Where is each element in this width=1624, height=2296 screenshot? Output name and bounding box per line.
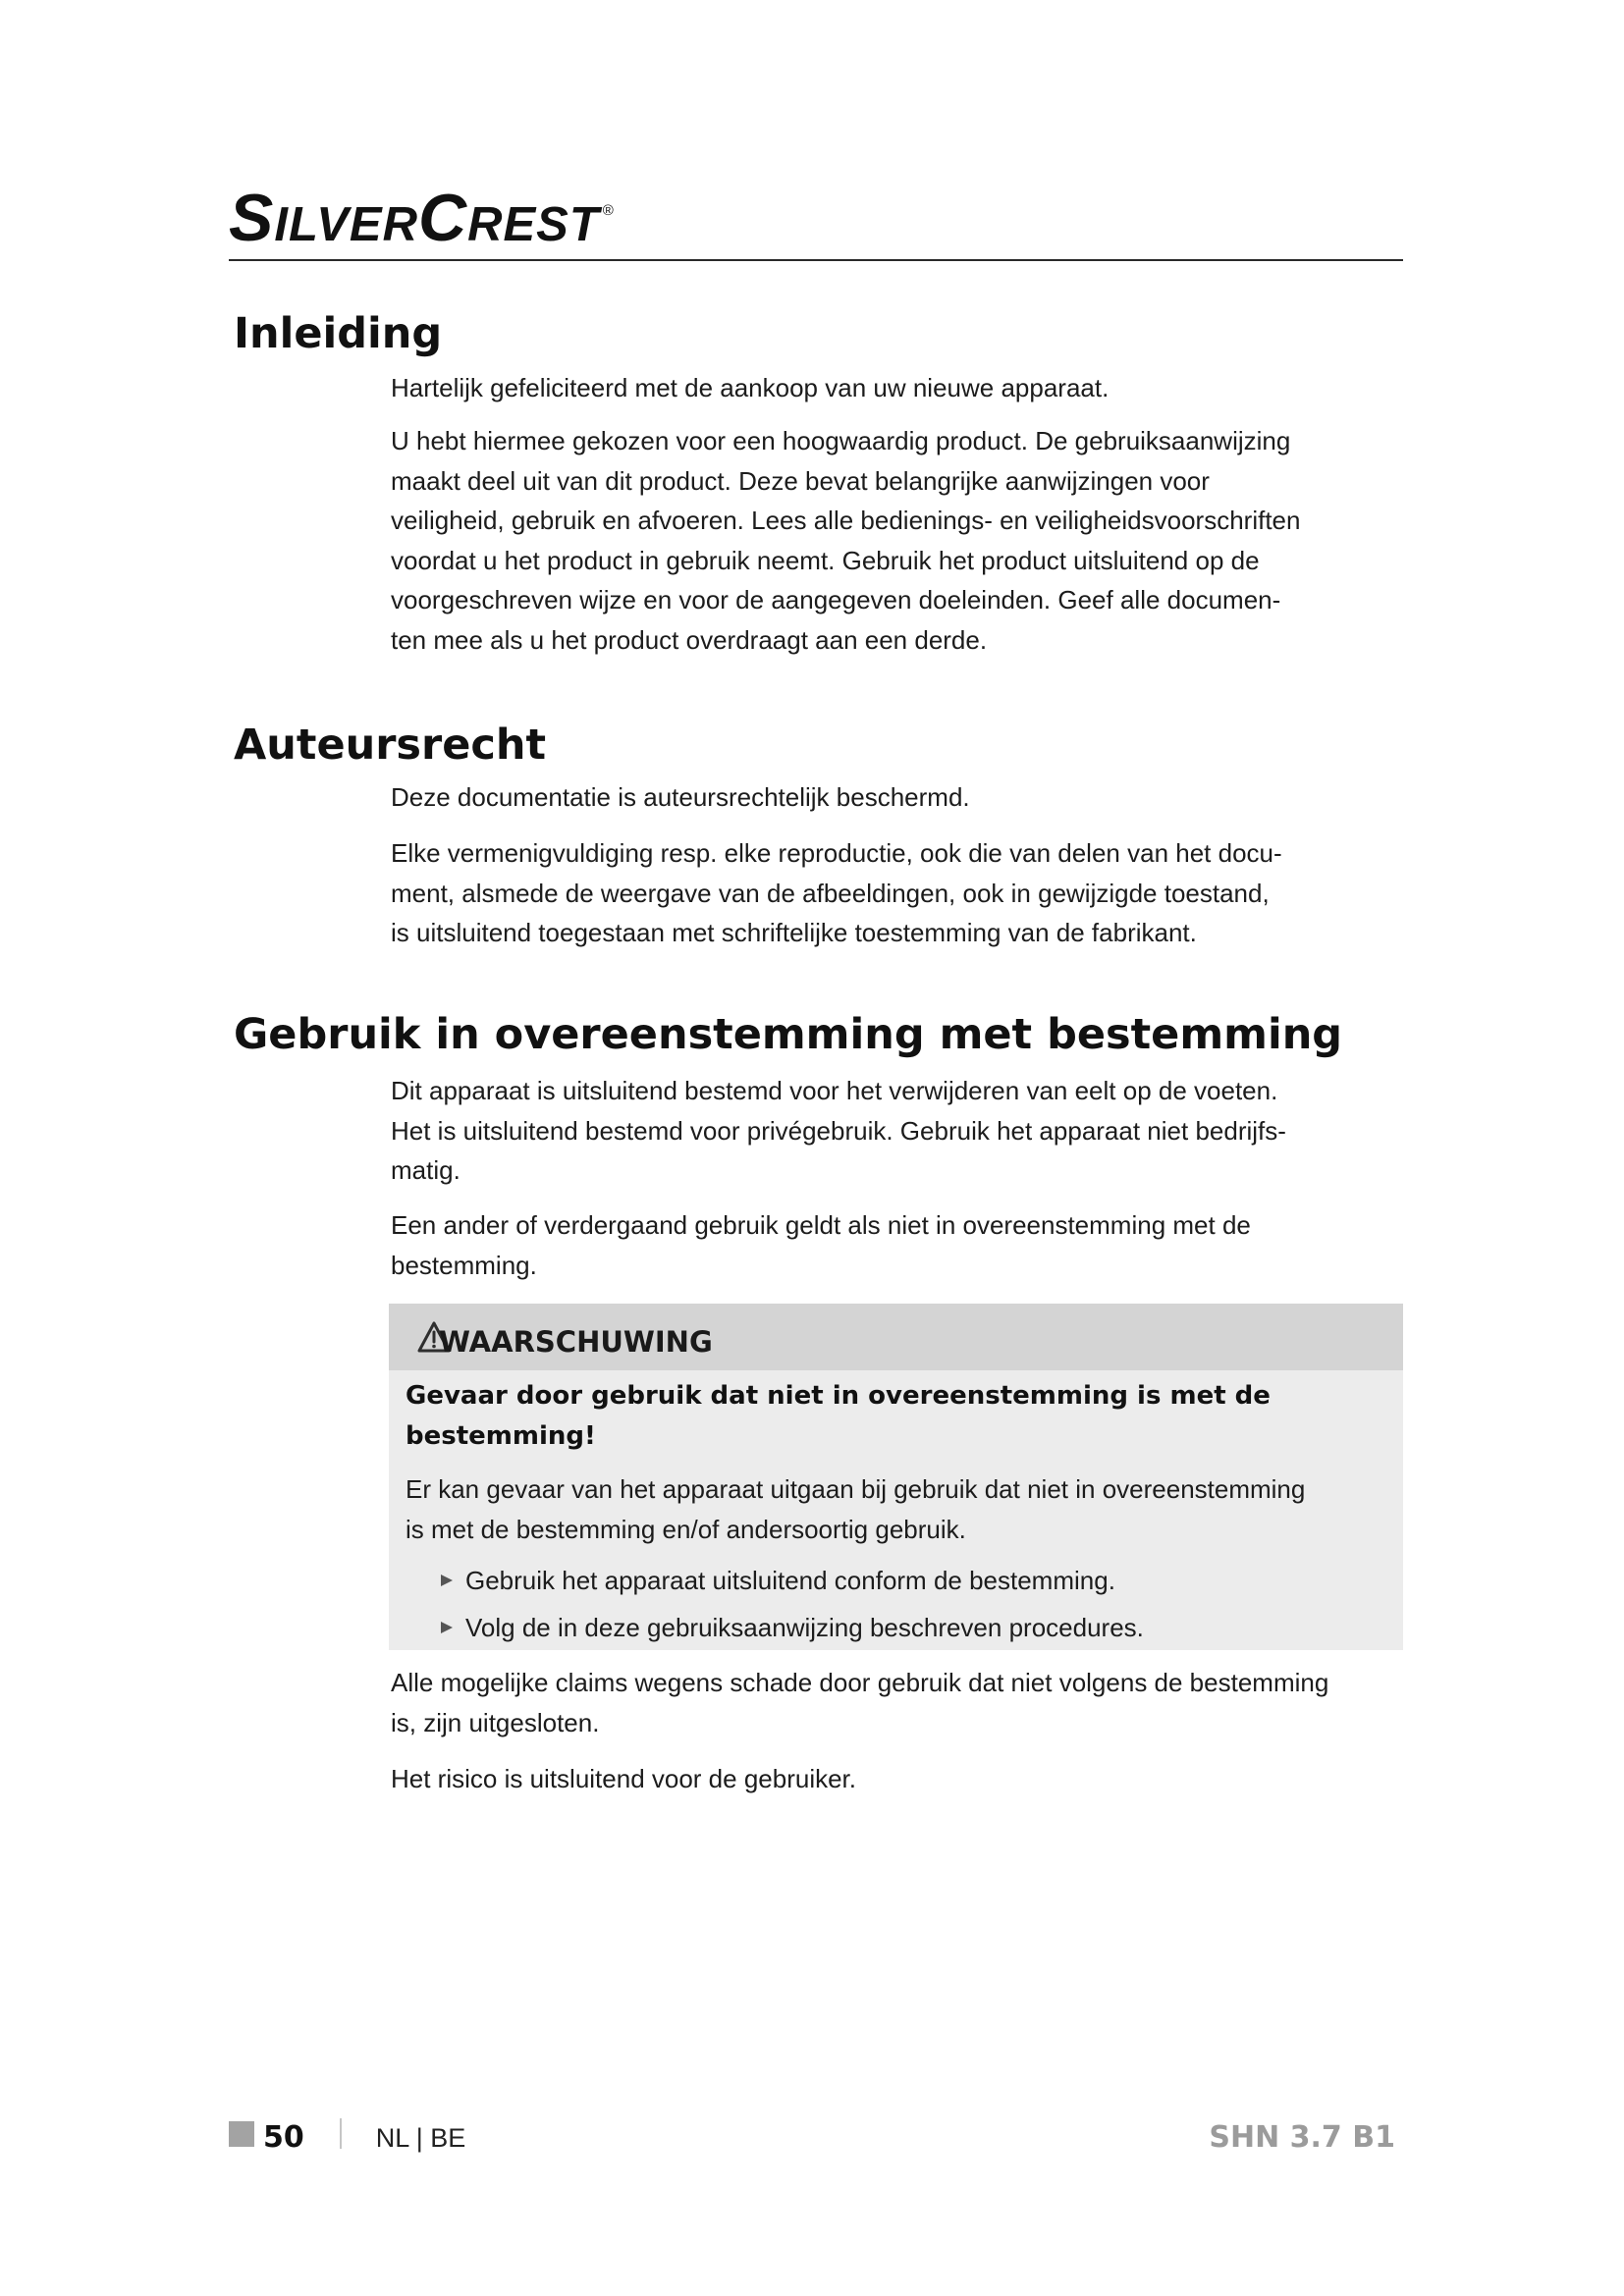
heading-intended-use: Gebruik in overeenstemming met bestemming: [234, 1010, 1343, 1059]
registered-mark: ®: [602, 202, 614, 219]
text-line: Het risico is uitsluitend voor de gebruiker.: [391, 1764, 857, 1793]
intended-use-paragraph-3: [391, 1663, 1328, 1742]
copyright-paragraph-1: [391, 777, 970, 818]
brand-logo: [229, 178, 614, 270]
heading-auteursrecht: Auteursrecht: [234, 721, 547, 770]
text-line: ten mee als u het product overdraagt aan een derde.: [391, 624, 988, 655]
text-line: ment, alsmede de weergave van de afbeeldingen, ook in gewijzigde toestand,: [391, 878, 1270, 908]
text-line: is, zijn uitgesloten.: [391, 1707, 600, 1737]
bullet-text: Volg de in deze gebruiksaanwijzing beschreven procedures.: [465, 1613, 1144, 1642]
text-line: Er kan gevaar van het apparaat uitgaan bij gebruik dat niet in overeenstemming: [406, 1474, 1306, 1504]
text-line: Het is uitsluitend bestemd voor privégebruik. Gebruik het apparaat niet bedrijfs-: [391, 1115, 1286, 1146]
intended-use-paragraph-2: [391, 1205, 1251, 1285]
logo-word-silver: SILVER: [229, 181, 418, 255]
logo-word-crest: CREST: [417, 181, 600, 255]
model-number: SHN 3.7 B1: [1209, 2120, 1395, 2155]
intro-paragraph-2: [391, 421, 1300, 661]
language-codes: NL | BE: [375, 2123, 466, 2153]
text-line: voordat u het product in gebruik neemt. Gebruik het product uitsluitend op de: [391, 545, 1260, 575]
header-rule: [229, 259, 1403, 261]
warning-title: [406, 1376, 1271, 1456]
text-line: bestemming.: [391, 1250, 537, 1280]
text-line: maakt deel uit van dit product. Deze bevat belangrijke aanwijzingen voor: [391, 465, 1210, 496]
text-line: Dit apparaat is uitsluitend bestemd voor het verwijderen van eelt op de voeten.: [391, 1076, 1278, 1105]
triangle-right-icon: [439, 1573, 455, 1588]
intro-paragraph-1: [391, 368, 1109, 408]
text-line: Hartelijk gefeliciteerd met de aankoop van uw nieuwe apparaat.: [391, 373, 1110, 402]
footer-divider: [340, 2118, 342, 2149]
text-line: Gevaar door gebruik dat niet in overeenstemming is met de: [406, 1381, 1271, 1411]
warning-bullet: [439, 1608, 1144, 1648]
footer-page-info: [229, 2118, 465, 2158]
intended-use-paragraph-1: [391, 1071, 1286, 1191]
text-line: is uitsluitend toegestaan met schriftelijke toestemming van de fabrikant.: [391, 918, 1197, 948]
text-line: U hebt hiermee gekozen voor een hoogwaardig product. De gebruiksaanwijzing: [391, 426, 1291, 455]
warning-label: WAARSCHUWING: [439, 1325, 713, 1359]
text-line: Een ander of verdergaand gebruik geldt als niet in overeenstemming met de: [391, 1210, 1251, 1240]
text-line: Alle mogelijke claims wegens schade door gebruik dat niet volgens de bestemming: [391, 1668, 1329, 1697]
copyright-paragraph-2: [391, 833, 1282, 953]
footer-square-icon: [229, 2121, 254, 2147]
text-line: bestemming!: [406, 1420, 596, 1451]
intended-use-paragraph-4: [391, 1759, 856, 1799]
page-number: 50: [263, 2120, 304, 2155]
warning-box: [389, 1304, 1403, 1650]
bullet-text: Gebruik het apparaat uitsluitend conform de bestemming.: [465, 1566, 1115, 1595]
text-line: Deze documentatie is auteursrechtelijk beschermd.: [391, 782, 970, 812]
text-line: matig.: [391, 1155, 460, 1186]
triangle-right-icon: [439, 1620, 455, 1635]
warning-bullet: [439, 1561, 1115, 1601]
text-line: is met de bestemming en/of andersoortig gebruik.: [406, 1514, 966, 1544]
text-line: Elke vermenigvuldiging resp. elke reproductie, ook die van delen van het docu-: [391, 838, 1282, 868]
warning-text: [406, 1469, 1305, 1549]
heading-inleiding: Inleiding: [234, 309, 443, 358]
text-line: voorgeschreven wijze en voor de aangegeven doeleinden. Geef alle documen-: [391, 585, 1281, 615]
text-line: veiligheid, gebruik en afvoeren. Lees alle bedienings- en veiligheidsvoorschriften: [391, 506, 1301, 536]
